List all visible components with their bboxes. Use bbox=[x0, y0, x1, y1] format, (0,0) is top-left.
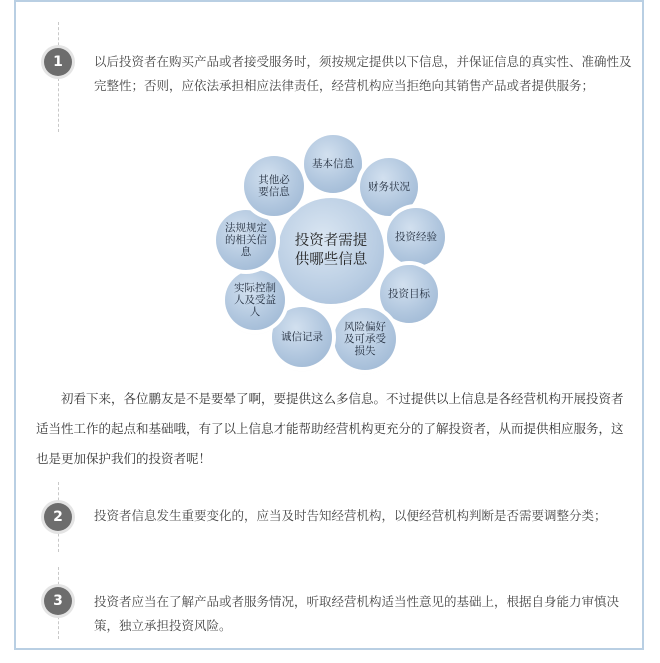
diagram-node-financial-status: 财务状况 bbox=[360, 158, 418, 216]
diagram-node-investment-experience: 投资经验 bbox=[387, 208, 445, 266]
step-number-2: 2 bbox=[44, 503, 72, 531]
diagram-node-investment-goal: 投资目标 bbox=[380, 265, 438, 323]
diagram-node-other-info: 其他必要信息 bbox=[244, 156, 304, 216]
diagram-node-credit-record: 诚信记录 bbox=[272, 307, 332, 367]
item-text-2: 投资者信息发生重要变化的，应当及时告知经营机构，以便经营机构判断是否需要调整分类； bbox=[94, 508, 607, 523]
diagram-node-controller-beneficiary: 实际控制人及受益人 bbox=[225, 270, 285, 330]
explanation-paragraph: 初看下来，各位鹏友是不是要晕了啊，要提供这么多信息。不过提供以上信息是各经营机构开展投资者适当性工作的起点和基础哦，有了以上信息才能帮助经营机构更充分的了解投资者，从而提供相应服务，这也是更加保护我们的投资者呢！ bbox=[36, 391, 624, 466]
frame-top-border bbox=[14, 0, 644, 2]
diagram-node-risk-preference: 风险偏好及可承受损失 bbox=[334, 308, 396, 370]
item-text-3: 投资者应当在了解产品或者服务情况，听取经营机构适当性意见的基础上，根据自身能力审慎决策，独立承担投资风险。 bbox=[94, 594, 620, 633]
item-text-1: 以后投资者在购买产品或者接受服务时，须按规定提供以下信息，并保证信息的真实性、准确性及完整性；否则，应依法承担相应法律责任，经营机构应当拒绝向其销售产品或者提供服务； bbox=[94, 54, 632, 93]
diagram-center: 投资者需提供哪些信息 bbox=[278, 198, 384, 304]
info-diagram bbox=[200, 132, 460, 377]
diagram-node-basic-info: 基本信息 bbox=[304, 135, 362, 193]
diagram-node-legal-info: 法规规定的相关信息 bbox=[216, 210, 276, 270]
step-number-3: 3 bbox=[44, 587, 72, 615]
guide-line bbox=[58, 22, 59, 132]
step-number-1: 1 bbox=[44, 48, 72, 76]
